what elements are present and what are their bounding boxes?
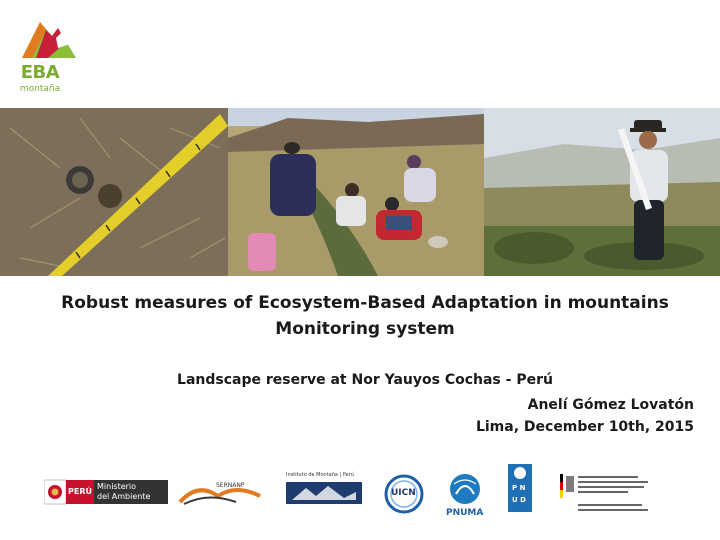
uicn-label: UICN — [391, 488, 416, 498]
photo-strip — [0, 108, 720, 276]
instituto-label: Instituto de Montaña | Perú — [286, 472, 354, 478]
pnud-label: P N U D — [512, 484, 526, 504]
sernanp-label: SERNANP — [216, 482, 245, 489]
title-line-2: Monitoring system — [275, 319, 455, 339]
mountain-logo-icon — [18, 14, 82, 64]
pnuma-logo — [446, 472, 484, 518]
photo-man-with-ruler — [484, 108, 720, 276]
presentation-subtitle: Landscape reserve at Nor Yauyos Cochas - Perú — [177, 372, 553, 388]
german-ministry-logo — [560, 466, 650, 520]
presentation-title — [0, 290, 720, 342]
instituto-montana-logo — [286, 472, 362, 508]
photo-field-workers — [228, 108, 484, 276]
photo-measuring-tape — [0, 108, 228, 276]
sernanp-logo — [178, 478, 262, 510]
uicn-logo — [384, 474, 424, 518]
peru-ministry-logo — [44, 478, 168, 510]
pnud-logo — [508, 464, 532, 516]
logo-word: EBA — [20, 62, 60, 83]
place-date: Lima, December 10th, 2015 — [475, 419, 694, 435]
title-line-1: Robust measures of Ecosystem-Based Adaptation in mountains — [61, 293, 669, 313]
peru-label: PERÚ — [68, 487, 92, 496]
logo-subword: montaña — [19, 84, 61, 94]
ministry-label: Ministerio del Ambiente — [97, 482, 151, 501]
author-block — [476, 394, 694, 438]
pnuma-label: PNUMA — [446, 508, 484, 518]
author-name: Anelí Gómez Lovatón — [527, 397, 694, 413]
partner-logos — [0, 460, 720, 530]
